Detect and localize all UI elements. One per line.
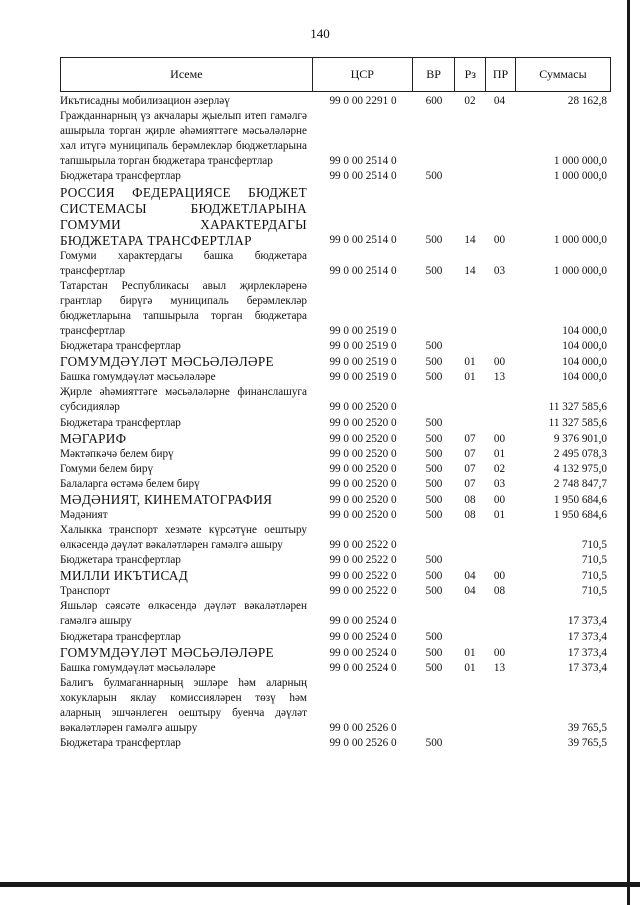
row-vr-cell: 500 [425, 646, 443, 659]
row-sum-cell: 1 000 000,0 [553, 170, 607, 183]
row-csr-cell: 99 0 00 2520 0 [329, 401, 397, 414]
row-pr-cell: 00 [493, 570, 506, 583]
row-name-cell: Бюджетара трансфертлар [60, 630, 181, 643]
row-name-cell: Яшьләр сәясәте өлкәсендә дәүләт вәкаләтләрен гамәлгә ашыру [60, 600, 307, 628]
row-sum-cell: 39 765,5 [567, 722, 607, 734]
table-row [60, 169, 611, 184]
table-row [60, 645, 611, 661]
row-vr-cell: 500 [425, 737, 443, 750]
row-rz-cell: 07 [464, 447, 476, 460]
row-pr-cell: 00 [493, 356, 506, 369]
table-row [60, 94, 611, 109]
row-vr-cell: 500 [425, 447, 443, 460]
table-row [60, 339, 611, 354]
row-vr-cell: 500 [425, 585, 443, 598]
table-row [60, 249, 611, 279]
row-sum-cell: 17 373,4 [567, 661, 607, 674]
row-pr-cell: 00 [493, 432, 506, 445]
row-name-cell: Башка гомумдәүләт мәсьәләләре [60, 661, 216, 674]
row-sum-cell: 710,5 [581, 539, 607, 552]
row-csr-cell: 99 0 00 2522 0 [329, 570, 397, 583]
row-rz-cell: 14 [464, 264, 476, 277]
row-name-cell: Җирле әһәмияттәге мәсьәләләрне финанслашуга субсидияләр [60, 386, 307, 414]
row-pr-cell: 00 [493, 646, 506, 659]
row-csr-cell: 99 0 00 2520 0 [329, 432, 397, 445]
table-row [60, 676, 611, 736]
row-name-cell: Бюджетара трансфертлар [60, 554, 181, 567]
header-csr: ЦСР [312, 58, 412, 91]
row-name-cell: Бюджетара трансфертлар [60, 170, 181, 183]
row-rz-cell: 07 [464, 432, 476, 445]
table-row [60, 736, 611, 751]
row-pr-cell: 03 [493, 264, 506, 277]
row-csr-cell: 99 0 00 2526 0 [329, 737, 397, 750]
row-rz-cell: 01 [464, 661, 476, 674]
row-csr-cell: 99 0 00 2519 0 [329, 340, 397, 353]
row-name-cell: РОССИЯ ФЕДЕРАЦИЯСЕ БЮДЖЕТ СИСТЕМАСЫ БЮДЖЕТЛАРЫНА ГОМУМИ ХАРАКТЕРДАГЫ БЮДЖЕТАРА ТРАНСФЕРТЛАР [60, 184, 307, 248]
row-name-cell: ГОМУМДӘҮЛӘТ МӘСЬӘЛӘЛӘРЕ [60, 644, 274, 660]
table-row [60, 370, 611, 385]
row-pr-cell: 01 [493, 508, 506, 521]
row-sum-cell: 104 000,0 [562, 340, 607, 353]
table-row [60, 568, 611, 584]
row-sum-cell: 28 162,8 [567, 95, 607, 107]
row-csr-cell: 99 0 00 2291 0 [329, 95, 397, 107]
row-name-cell: Башка гомумдәүләт мәсьәләләре [60, 371, 216, 384]
row-sum-cell: 11 327 585,6 [548, 416, 607, 429]
row-rz-cell: 07 [464, 477, 476, 490]
row-name-cell: МӘДӘНИЯТ, КИНЕМАТОГРАФИЯ [60, 491, 273, 507]
row-csr-cell: 99 0 00 2520 0 [329, 416, 397, 429]
row-name-cell: Халыкка транспорт хезмәте күрсәтүне оештыру өлкәсендә дәүләт вәкаләтләрен гамәлгә ашыру [60, 523, 307, 552]
row-csr-cell: 99 0 00 2520 0 [329, 493, 397, 506]
row-csr-cell: 99 0 00 2519 0 [329, 356, 397, 369]
row-sum-cell: 17 373,4 [567, 646, 607, 659]
row-name-cell: Мәдәният [60, 508, 108, 521]
row-csr-cell: 99 0 00 2524 0 [329, 615, 397, 628]
row-name-cell: Гомуми белем бирү [60, 462, 154, 475]
row-sum-cell: 710,5 [581, 570, 607, 583]
table-row [60, 508, 611, 523]
table-row [60, 523, 611, 553]
row-name-cell: Гражданнарның үз акчалары җыелып итеп гамәлгә ашырыла торган җирле әһәмияттәге мәсьәләләрне хәл итүгә муниципаль берәмлекләр бюджетларына тапшырыла торган бюджетара трансфертлар [60, 110, 307, 168]
table-row [60, 661, 611, 676]
table-row [60, 385, 611, 415]
row-sum-cell: 1 000 000,0 [553, 155, 607, 168]
row-csr-cell: 99 0 00 2522 0 [329, 539, 397, 552]
row-csr-cell: 99 0 00 2524 0 [329, 661, 397, 674]
row-sum-cell: 11 327 585,6 [548, 401, 607, 414]
row-name-cell: Балигъ булмаганнарның эшләре һәм аларның хокукларын яклау комиссияләрен төзү һәм аларның эшчәнлеген оештыру буенча дәүләт вәкаләтләрен гамәлгә ашыру [60, 676, 307, 734]
row-name-cell: Бюджетара трансфертлар [60, 340, 181, 353]
row-csr-cell: 99 0 00 2524 0 [329, 630, 397, 643]
row-rz-cell: 04 [464, 585, 476, 598]
row-vr-cell: 500 [425, 234, 443, 247]
page-edge-right [627, 0, 630, 905]
table-row [60, 354, 611, 370]
row-pr-cell: 13 [493, 371, 506, 384]
page-number: 140 [310, 26, 330, 41]
table-row [60, 553, 611, 568]
row-sum-cell: 710,5 [581, 554, 607, 567]
row-sum-cell: 1 000 000,0 [553, 264, 607, 277]
row-pr-cell: 01 [493, 447, 506, 460]
row-name-cell: Бюджетара трансфертлар [60, 416, 181, 429]
row-pr-cell: 03 [493, 477, 506, 490]
row-vr-cell: 500 [425, 570, 443, 583]
row-pr-cell: 00 [493, 493, 506, 506]
row-pr-cell: 04 [493, 95, 506, 107]
table-row [60, 599, 611, 629]
row-csr-cell: 99 0 00 2520 0 [329, 508, 397, 521]
row-csr-cell: 99 0 00 2520 0 [329, 477, 397, 490]
budget-table-body [60, 94, 611, 751]
row-rz-cell: 02 [464, 95, 476, 107]
row-vr-cell: 500 [425, 264, 443, 277]
row-name-cell: ГОМУМДӘҮЛӘТ МӘСЬӘЛӘЛӘРЕ [60, 354, 274, 370]
table-row [60, 630, 611, 645]
row-sum-cell: 104 000,0 [562, 356, 607, 369]
row-rz-cell: 08 [464, 508, 476, 521]
row-rz-cell: 07 [464, 462, 476, 475]
row-csr-cell: 99 0 00 2520 0 [329, 447, 397, 460]
row-name-cell: Транспорт [60, 585, 110, 598]
header-vr: ВР [412, 58, 455, 91]
table-row [60, 431, 611, 447]
row-vr-cell: 500 [425, 416, 443, 429]
row-sum-cell: 9 376 901,0 [553, 432, 607, 445]
table-row [60, 492, 611, 508]
row-sum-cell: 104 000,0 [562, 325, 607, 338]
row-sum-cell: 710,5 [581, 585, 607, 598]
row-vr-cell: 500 [425, 356, 443, 369]
row-pr-cell: 02 [493, 462, 506, 475]
row-csr-cell: 99 0 00 2524 0 [329, 646, 397, 659]
row-name-cell: Мәктәпкәчә белем бирү [60, 447, 174, 460]
row-csr-cell: 99 0 00 2522 0 [329, 554, 397, 567]
table-row [60, 462, 611, 477]
row-name-cell: Татарстан Республикасы авыл җирлекләренә грантлар бирүгә муниципаль берәмлекләр бюджетларына тапшырыла торган бюджетара трансфертлар [60, 279, 307, 338]
header-pr: ПР [485, 58, 515, 91]
row-sum-cell: 2 748 847,7 [553, 477, 607, 490]
table-row [60, 477, 611, 492]
row-rz-cell: 01 [464, 646, 476, 659]
row-sum-cell: 17 373,4 [567, 630, 607, 643]
budget-table-header-wrap [60, 57, 611, 92]
row-name-cell: Бюджетара трансфертлар [60, 737, 181, 750]
row-vr-cell: 500 [425, 554, 443, 567]
row-name-cell: МИЛЛИ ИКЪТИСАД [60, 568, 189, 584]
row-csr-cell: 99 0 00 2526 0 [329, 722, 397, 734]
row-rz-cell: 08 [464, 493, 476, 506]
table-row [60, 584, 611, 599]
table-row [60, 185, 611, 249]
row-pr-cell: 00 [493, 234, 506, 247]
row-csr-cell: 99 0 00 2514 0 [329, 170, 397, 183]
table-header-row [60, 57, 611, 92]
row-vr-cell: 500 [425, 371, 443, 384]
row-vr-cell: 500 [425, 432, 443, 445]
row-csr-cell: 99 0 00 2522 0 [329, 585, 397, 598]
row-vr-cell: 500 [425, 493, 443, 506]
row-name-cell: Балаларга өстәмә белем бирү [60, 477, 200, 490]
row-vr-cell: 500 [425, 170, 443, 183]
row-csr-cell: 99 0 00 2519 0 [329, 325, 397, 338]
header-name: Исеме [170, 67, 203, 81]
row-sum-cell: 2 495 078,3 [553, 447, 607, 460]
row-vr-cell: 500 [425, 462, 443, 475]
row-sum-cell: 39 765,5 [567, 737, 607, 750]
header-rz: Рз [454, 58, 485, 91]
row-name-cell: Икътисадны мобилизацион әзерләү [60, 95, 230, 107]
row-sum-cell: 104 000,0 [562, 371, 607, 384]
row-vr-cell: 500 [425, 508, 443, 521]
row-csr-cell: 99 0 00 2519 0 [329, 371, 397, 384]
page-edge-bottom [0, 882, 640, 887]
row-csr-cell: 99 0 00 2514 0 [329, 155, 397, 168]
row-vr-cell: 500 [425, 340, 443, 353]
row-csr-cell: 99 0 00 2520 0 [329, 462, 397, 475]
row-sum-cell: 1 950 684,6 [553, 493, 607, 506]
row-name-cell: Гомуми характердагы башка бюджетара трансфертлар [60, 249, 307, 277]
row-sum-cell: 1 000 000,0 [553, 234, 607, 247]
row-sum-cell: 4 132 975,0 [553, 462, 607, 475]
table-row [60, 279, 611, 339]
table-row [60, 109, 611, 169]
table-row [60, 416, 611, 431]
row-name-cell: МӘГАРИФ [60, 430, 127, 446]
row-vr-cell: 500 [425, 630, 443, 643]
row-sum-cell: 1 950 684,6 [553, 508, 607, 521]
row-pr-cell: 08 [493, 585, 506, 598]
row-pr-cell: 13 [493, 661, 506, 674]
row-rz-cell: 01 [464, 371, 476, 384]
header-sum: Суммасы [515, 58, 610, 91]
row-csr-cell: 99 0 00 2514 0 [329, 234, 397, 247]
row-sum-cell: 17 373,4 [567, 615, 607, 628]
row-vr-cell: 500 [425, 477, 443, 490]
row-rz-cell: 04 [464, 570, 476, 583]
row-vr-cell: 600 [425, 95, 443, 107]
row-rz-cell: 01 [464, 356, 476, 369]
row-rz-cell: 14 [464, 234, 476, 247]
row-vr-cell: 500 [425, 661, 443, 674]
row-csr-cell: 99 0 00 2514 0 [329, 264, 397, 277]
table-row [60, 447, 611, 462]
